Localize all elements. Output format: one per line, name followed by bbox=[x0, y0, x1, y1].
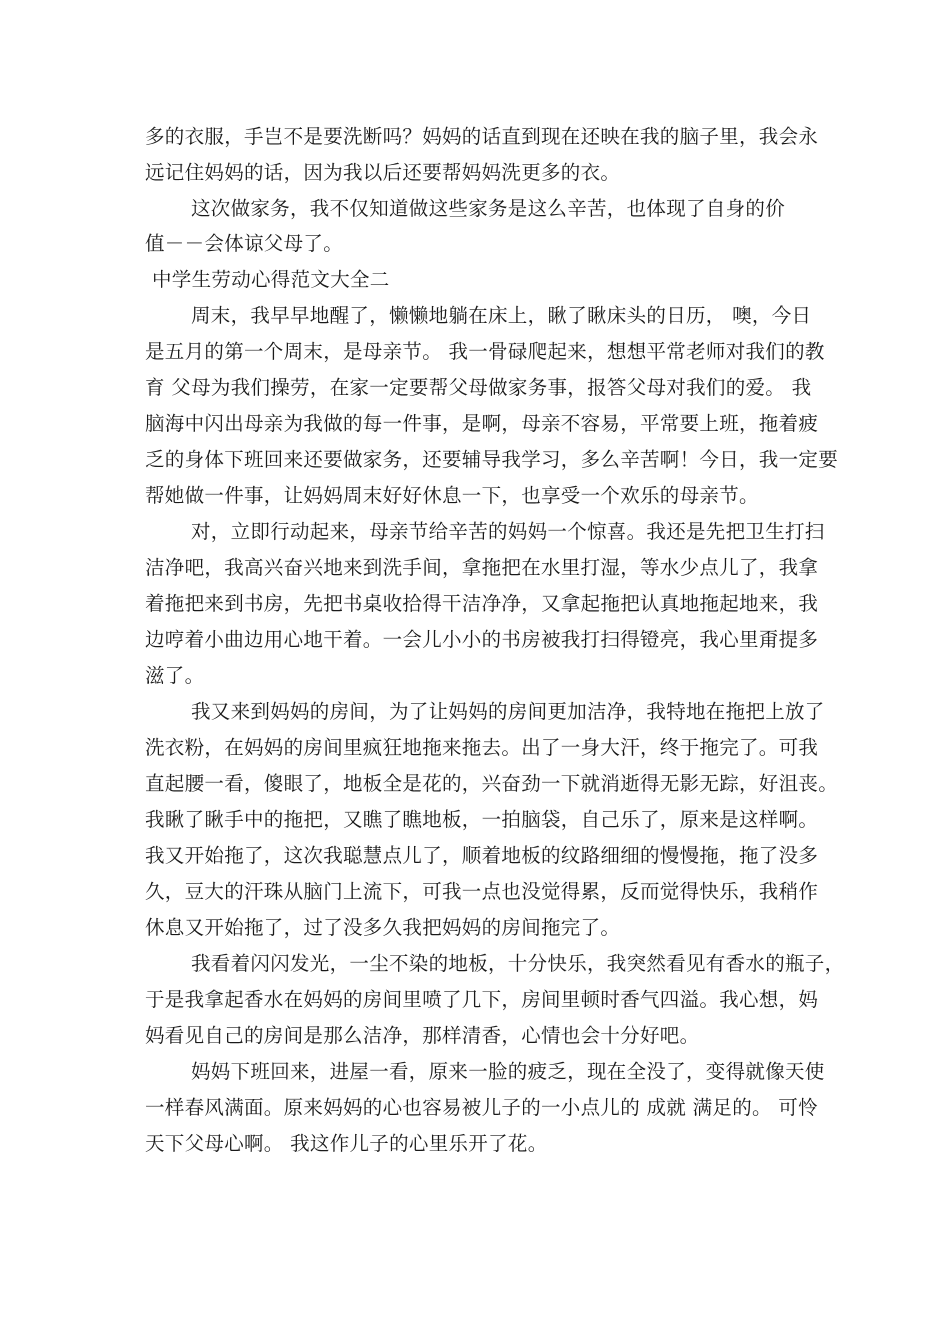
text-line: 洗衣粉，在妈妈的房间里疯狂地拖来拖去。出了一身大汗，终于拖完了。可我 bbox=[145, 736, 819, 759]
text-line: 我看着闪闪发光，一尘不染的地板，十分快乐，我突然看见有香水的瓶子， bbox=[191, 952, 845, 975]
text-line: 洁净吧，我高兴奋兴地来到洗手间，拿拖把在水里打湿，等水少点儿了，我拿 bbox=[145, 556, 819, 579]
text-line: 我瞅了瞅手中的拖把，又瞧了瞧地板，一拍脑袋，自己乐了，原来是这样啊。 bbox=[145, 808, 819, 831]
text-line: 帮她做一件事，让妈妈周末好好休息一下，也享受一个欢乐的母亲节。 bbox=[145, 484, 759, 507]
text-line: 妈看见自己的房间是那么洁净，那样清香，心情也会十分好吧。 bbox=[145, 1024, 700, 1047]
text-line: 是五月的第一个周末，是母亲节。 我一骨碌爬起来，想想平常老师对我们的教 bbox=[145, 340, 825, 363]
text-line: 值－－会体谅父母了。 bbox=[145, 232, 344, 255]
text-line: 滋了。 bbox=[145, 664, 205, 687]
text-line: 对，立即行动起来，母亲节给辛苦的妈妈一个惊喜。我还是先把卫生打扫 bbox=[191, 520, 825, 543]
text-line: 远记住妈妈的话，因为我以后还要帮妈妈洗更多的衣。 bbox=[145, 161, 621, 184]
text-line: 我又来到妈妈的房间，为了让妈妈的房间更加洁净，我特地在拖把上放了 bbox=[191, 700, 825, 723]
section-heading: 中学生劳动心得范文大全二 bbox=[152, 268, 390, 291]
text-line: 脑海中闪出母亲为我做的每一件事，是啊，母亲不容易，平常要上班，拖着疲 bbox=[145, 412, 819, 435]
text-line: 多的衣服，手岂不是要洗断吗？妈妈的话直到现在还映在我的脑子里，我会永 bbox=[145, 125, 819, 148]
text-line: 于是我拿起香水在妈妈的房间里喷了几下，房间里顿时香气四溢。我心想，妈 bbox=[145, 988, 819, 1011]
text-line: 休息又开始拖了，过了没多久我把妈妈的房间拖完了。 bbox=[145, 916, 621, 939]
text-line: 一样春风满面。原来妈妈的心也容易被儿子的一小点儿的 成就 满足的。 可怜 bbox=[145, 1096, 818, 1119]
text-line: 天下父母心啊。 我这作儿子的心里乐开了花。 bbox=[145, 1132, 548, 1155]
text-line: 久，豆大的汗珠从脑门上流下，可我一点也没觉得累，反而觉得快乐，我稍作 bbox=[145, 880, 819, 903]
text-line: 我又开始拖了，这次我聪慧点儿了，顺着地板的纹路细细的慢慢拖，拖了没多 bbox=[145, 844, 819, 867]
text-line: 乏的身体下班回来还要做家务，还要辅导我学习，多么辛苦啊！今日，我一定要 bbox=[145, 448, 839, 471]
text-line: 边哼着小曲边用心地干着。一会儿小小的书房被我打扫得镫亮，我心里甭提多 bbox=[145, 628, 819, 651]
text-line: 周末，我早早地醒了，懒懒地躺在床上，瞅了瞅床头的日历， 噢，今日 bbox=[191, 304, 812, 327]
text-line: 直起腰一看，傻眼了，地板全是花的，兴奋劲一下就消逝得无影无踪，好沮丧。 bbox=[145, 772, 839, 795]
text-line: 妈妈下班回来，进屋一看，原来一脸的疲乏，现在全没了，变得就像天使 bbox=[191, 1060, 825, 1083]
text-line: 这次做家务，我不仅知道做这些家务是这么辛苦，也体现了自身的价 bbox=[191, 197, 786, 220]
text-line: 着拖把来到书房，先把书桌收拾得干洁净净，又拿起拖把认真地拖起地来，我 bbox=[145, 592, 819, 615]
text-line: 育 父母为我们操劳，在家一定要帮父母做家务事，报答父母对我们的爱。 我 bbox=[145, 376, 812, 399]
